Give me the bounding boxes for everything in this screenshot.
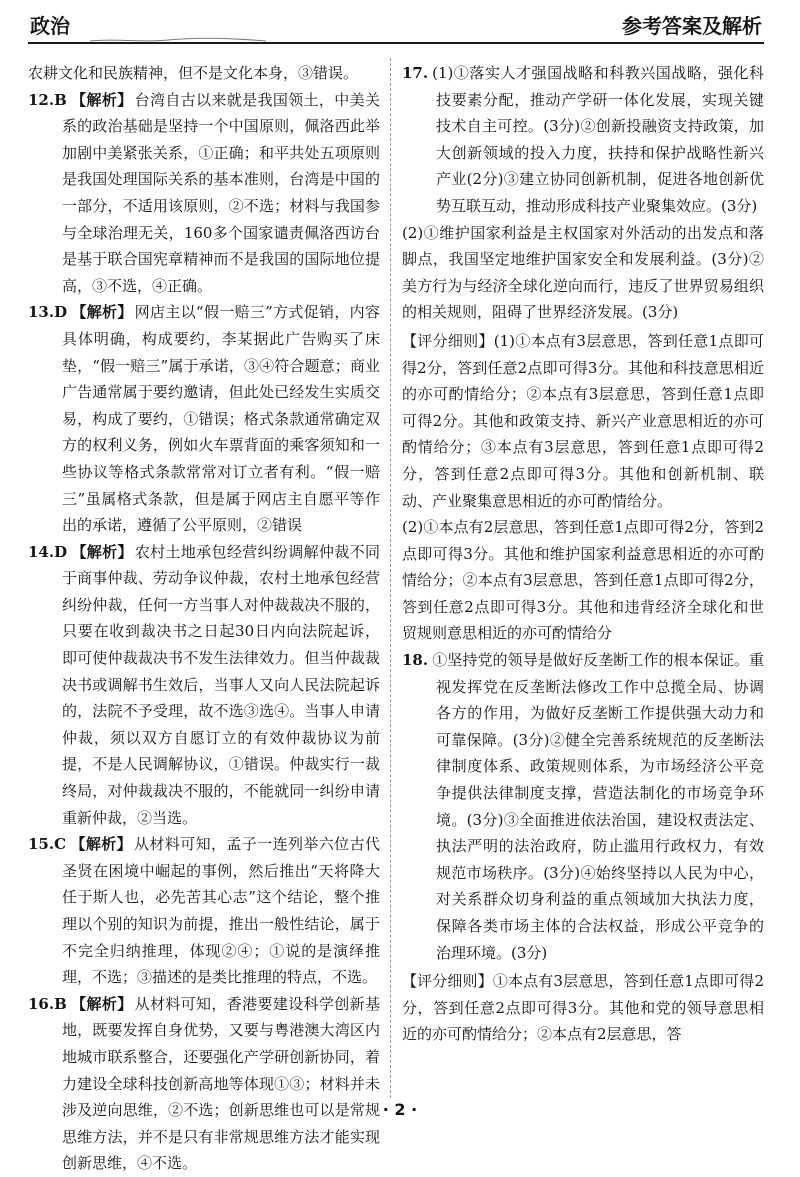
- question-number: 12.B: [28, 90, 67, 109]
- answer-item-15: [28, 831, 380, 991]
- continuation-text: 农耕文化和民族精神，但不是文化本身，③错误。: [28, 64, 359, 82]
- analysis-text: 台湾自古以来就是我国领土，中美关系的政治基础是坚持一个中国原则，佩洛西此举加剧中美紧张关系，①正确；和平共处五项原则是我国处理国际关系的基本准则，台湾是中国的一部分，不适用该原则，②不选；材料与我国参与全球治理无关，160多个国家谴责佩洛西访台是基于联合国宪章精神而不是我国的国际地位提高，③不选，④正确。: [62, 90, 380, 295]
- scoring-rules: 【评分细则】①本点有3层意思，答到任意1点即可得2分，答到任意2点即可得3分。其他和党的领导意思相近的亦可酌情给分；②本点有2层意思，答: [402, 972, 764, 1044]
- question-number: 18.: [402, 651, 429, 670]
- scoring-rules: 【评分细则】(1)①本点有3层意思，答到任意1点即可得2分，答到任意2点即可得3分。其他和科技意思相近的亦可酌情给分；②本点有3层意思，答到任意1点即可得2分。其他和政策支持、新兴产业意思相近的亦可酌情给分；③本点有3层意思，答到任意1点即可得2分，答到任意2点即可得3分。其他和创新机制、联动、产业聚集意思相近的亦可酌情给分。: [402, 331, 764, 510]
- answer-item-12: [28, 87, 380, 300]
- answer-item-18: [402, 647, 764, 966]
- column-divider: [390, 58, 391, 1098]
- question-number: 14.D: [28, 542, 68, 561]
- analysis-text: 从材料可知，孟子一连列举六位古代圣贤在困境中崛起的事例，然后推出“天将降大任于斯人也，必先苦其心志”这个结论，整个推理以个别的知识为前提，推出一般性结论，属于不完全归纳推理，体现②④；①说的是演绎推理，不选；③描述的是类比推理的特点，不选。: [62, 835, 380, 987]
- scoring-rules: (2)①本点有2层意思，答到任意1点即可得2分，答到2点即可得3分。其他和维护国家利益意思相近的亦可酌情给分；②本点有3层意思，答到任意1点即可得2分，答到任意2点即可得3分。其他和违背经济全球化和世贸规则意思相近的亦可酌情给分: [402, 518, 764, 643]
- analysis-text: 网店主以“假一赔三”方式促销，内容具体明确，构成要约，李某据此广告购买了床垫，“假一赔三”属于承诺，③④符合题意；商业广告通常属于要约邀请，但此处已经发生实质交易，构成了要约，①错误；格式条款通常确定双方的权利义务，例如火车票背面的乘客须知和一些协议等格式条款常常对订立者有利。“假一赔三”虽属格式条款，但是属于网店主自愿平等作出的承诺，遵循了公平原则，②错误: [62, 303, 380, 535]
- question-number: 13.D: [28, 303, 68, 322]
- left-column: [28, 60, 380, 1177]
- page-number: · 2 ·: [382, 1100, 418, 1119]
- analysis-tag: 【解析】: [71, 303, 133, 322]
- analysis-tag: 【解析】: [70, 90, 133, 109]
- question-number: 15.C: [28, 835, 67, 854]
- answer-part: (2)①维护国家利益是主权国家对外活动的出发点和落脚点，我国坚定地维护国家安全和发展利益。(3分)②美方行为与经济全球化逆向而行，违反了世界贸易组织的相关规则，阻碍了世界经济发展。(3分): [402, 223, 764, 322]
- answer-item-13: [28, 299, 380, 538]
- answer-part: (1)①落实人才强国战略和科教兴国战略，强化科技要素分配，推动产学研一体化发展，实现关键技术自主可控。(3分)②创新投融资支持政策，加大创新领域的投入力度，扶持和保护战略性新兴产业(2分)③建立协同创新机制，促进各地创新优势互联互动，推动形成科技产业聚集效应。(3分): [432, 64, 764, 215]
- handwritten-scribble-mark: [88, 36, 268, 44]
- answer-item-14: [28, 539, 380, 832]
- analysis-tag: 【解析】: [70, 994, 133, 1013]
- page-header: [28, 8, 764, 44]
- analysis-text: 从材料可知，香港要建设科学创新基地，既要发挥自身优势，又要与粤港澳大湾区内地城市联系整合，还要强化产学研创新协同，着力建设全球科技创新高地等体现①③；材料并未涉及逆向思维，②不选；创新思维也可以是常规思维方法，并不是只有非常规思维方法才能实现创新思维，④不选。: [62, 994, 380, 1173]
- page-title: 参考答案及解析: [622, 14, 762, 38]
- subject-label: 政治: [30, 14, 70, 38]
- analysis-tag: 【解析】: [70, 835, 133, 854]
- analysis-tag: 【解析】: [71, 542, 133, 561]
- analysis-text: 农村土地承包经营纠纷调解仲裁不同于商事仲裁、劳动争议仲裁，农村土地承包经营纠纷仲裁，任何一方当事人对仲裁裁决不服的，只要在收到裁决书之日起30日内向法院起诉，即可使仲裁裁决书不发生法律效力。但当仲裁裁决书或调解书生效后，当事人又向人民法院起诉的，法院不予受理，故不选③选④。当事人申请仲裁，须以双方自愿订立的有效仲裁协议为前提，不是人民调解协议，①错误。仲裁实行一裁终局，对仲裁裁决不服的，不能就同一纠纷申请重新仲裁，②当选。: [62, 542, 380, 827]
- answer-part: ①坚持党的领导是做好反垄断工作的根本保证。重视发挥党在反垄断法修改工作中总揽全局、协调各方的作用，为做好反垄断工作提供强大动力和可靠保障。(3分)②健全完善系统规范的反垄断法律制度体系、政策规则体系，为市场经济公平竞争提供法律制度支撑，营造法制化的市场竞争环境。(3分)③全面推进依法治国，建设权责法定、执法严明的法治政府，防止滥用行政权力，有效规范市场秩序。(3分)④始终坚持以人民为中心，对关系群众切身利益的重点领域加大执法力度，保障各类市场主体的合法权益，形成公平竞争的治理环境。(3分): [432, 651, 764, 962]
- answer-item-17: [402, 60, 764, 220]
- question-number: 17.: [402, 64, 429, 82]
- right-column: [402, 60, 764, 1048]
- answer-item-16: [28, 991, 380, 1177]
- question-number: 16.B: [28, 994, 67, 1013]
